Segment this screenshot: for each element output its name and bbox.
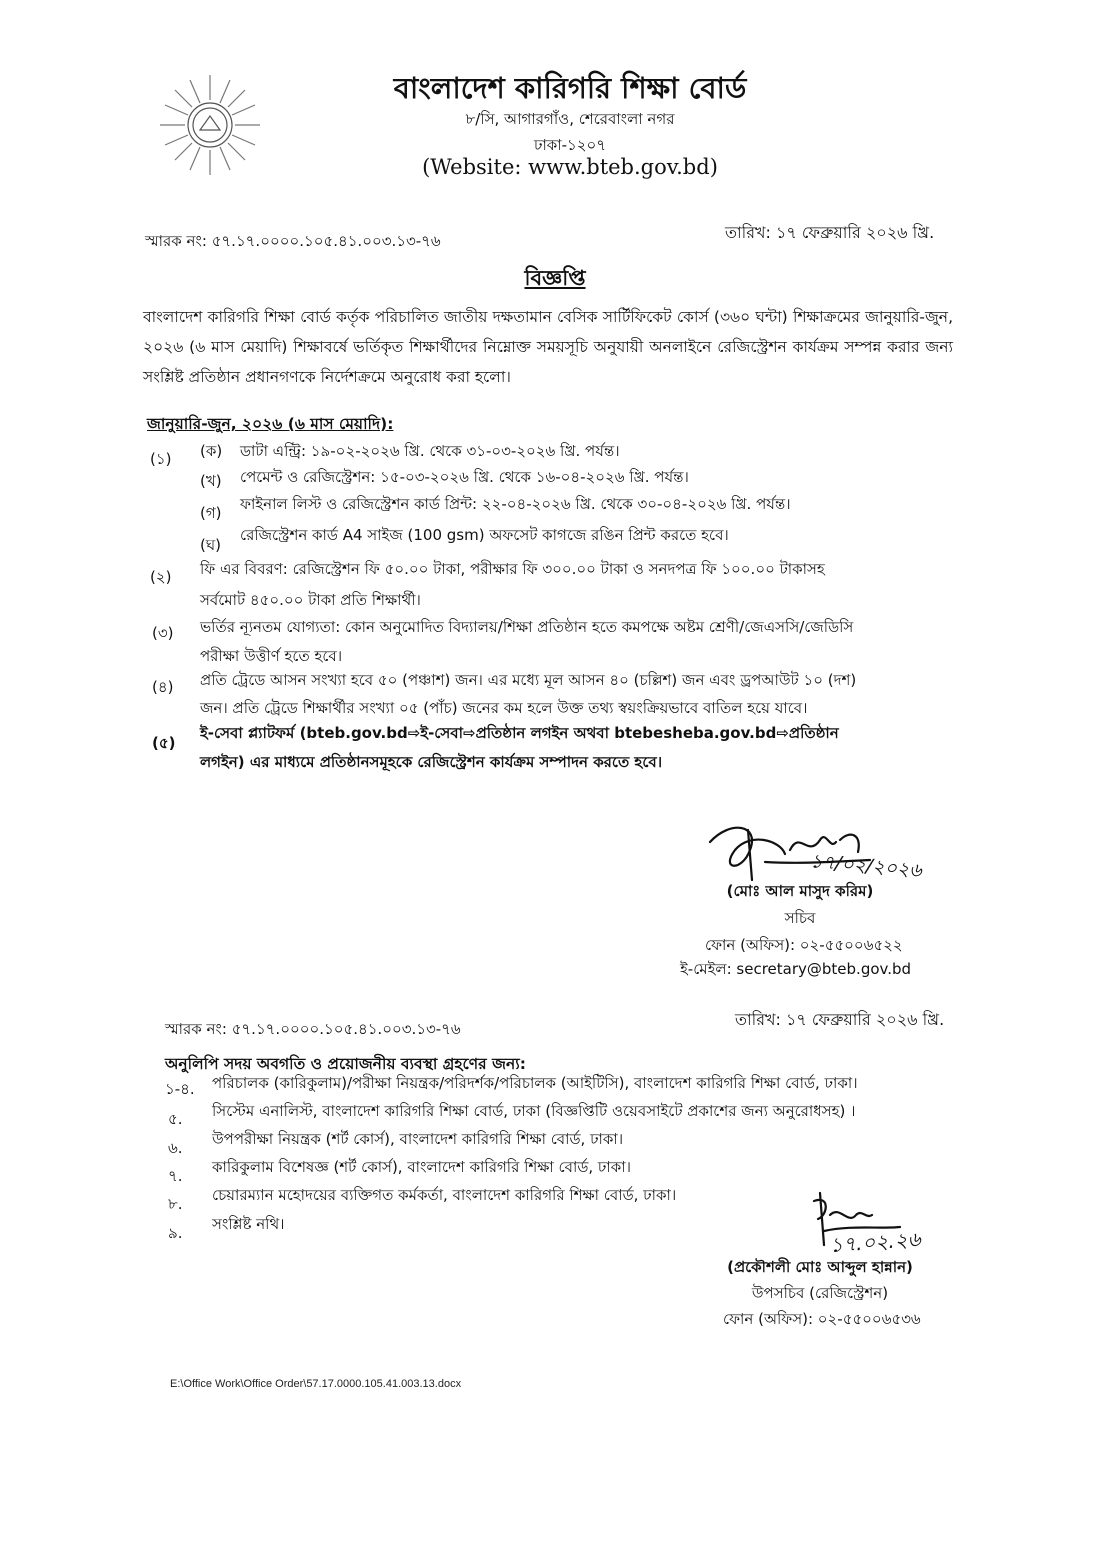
copy-heading: অনুলিপি সদয় অবগতি ও প্রয়োজনীয় ব্যবস্থা গ্রহণের জন্য: (165, 1055, 526, 1073)
signature-date-2: ১৭.০২.২৬ (829, 1226, 922, 1258)
item-number: (২) (150, 568, 172, 586)
memo-date-2: তারিখ: ১৭ ফেব্রুয়ারি ২০২৬ খ্রি. (735, 1010, 945, 1029)
item-payment-registration: পেমেন্ট ও রেজিস্ট্রেশন: ১৫-০৩-২০২৬ খ্রি. থেকে ১৬-০৪-২০২৬ খ্রি. পর্যন্ত। (240, 468, 689, 486)
notice-title: বিজ্ঞপ্তি (524, 266, 586, 290)
signatory2-phone: ফোন (অফিস): ০২-৫৫০০৬৫৩৬ (723, 1310, 921, 1328)
item-number: (৪) (152, 678, 174, 696)
memo-reference: স্মারক নং: ৫৭.১৭.০০০০.১০৫.৪১.০০৩.১৩-৭৬ (145, 232, 441, 250)
signatory-name: (মোঃ আল মাসুদ করিম) (726, 882, 874, 900)
address-line-1: ৮/সি, আগারগাঁও, শেরেবাংলা নগর (465, 110, 675, 128)
copy-item: কারিকুলাম বিশেষজ্ঞ (শর্ট কোর্স), বাংলাদেশ কারিগরি শিক্ষা বোর্ড, ঢাকা। (212, 1158, 631, 1176)
website-line: (Website: www.bteb.gov.bd) (422, 155, 718, 179)
file-path-footer: E:\Office Work\Office Order\57.17.0000.105.41.003.13.docx (170, 1378, 462, 1390)
signatory-email: ই-মেইল: secretary@bteb.gov.bd (680, 960, 912, 978)
copy-item: পরিচালক (কারিকুলাম)/পরীক্ষা নিয়ন্ত্রক/পরিদর্শক/পরিচালক (আইটিসি), বাংলাদেশ কারিগরি শিক্ষা বোর্ড, ঢাকা। (212, 1074, 858, 1092)
item-eligibility-line2: পরীক্ষা উত্তীর্ণ হতে হবে। (200, 647, 343, 665)
memo-date: তারিখ: ১৭ ফেব্রুয়ারি ২০২৬ খ্রি. (725, 223, 935, 242)
copy-item-number: ৬. (168, 1139, 183, 1157)
address-line-2: ঢাকা-১২০৭ (533, 136, 607, 154)
sub-item-number: (গ) (200, 504, 222, 522)
item-number: (১) (150, 450, 172, 468)
sub-item-number: (খ) (200, 472, 222, 490)
sub-item-number: (ঘ) (200, 536, 221, 554)
item-esheba-line1: ই-সেবা প্ল্যাটফর্ম (bteb.gov.bd⇨ই-সেবা⇨প্রতিষ্ঠান লগইন অথবা btebesheba.gov.bd⇨প্রতিষ্ঠান (200, 724, 839, 742)
copy-item-number: ৮. (168, 1195, 183, 1213)
copy-item: সংশ্লিষ্ট নথি। (212, 1215, 285, 1233)
item-seats-line2: জন। প্রতি ট্রেডে শিক্ষার্থীর সংখ্যা ০৫ (পাঁচ) জনের কম হলে উক্ত তথ্য স্বয়ংক্রিয়ভাবে বাতিল হয়ে যাবে। (200, 699, 808, 717)
memo-reference-2: স্মারক নং: ৫৭.১৭.০০০০.১০৫.৪১.০০৩.১৩-৭৬ (165, 1020, 461, 1038)
item-data-entry: ডাটা এন্ট্রি: ১৯-০২-২০২৬ খ্রি. থেকে ৩১-০৩-২০২৬ খ্রি. পর্যন্ত। (240, 442, 620, 460)
organization-name: বাংলাদেশ কারিগরি শিক্ষা বোর্ড (393, 71, 747, 105)
copy-item: সিস্টেম এনালিস্ট, বাংলাদেশ কারিগরি শিক্ষা বোর্ড, ঢাকা (বিজ্ঞপ্তিটি ওয়েবসাইটে প্রকাশের জন্য অনুরোধসহ) । (212, 1102, 856, 1120)
bteb-seal-logo (155, 70, 265, 180)
copy-item-number: ৫. (168, 1110, 183, 1128)
item-fee-line1: ফি এর বিবরণ: রেজিস্ট্রেশন ফি ৫০.০০ টাকা, পরীক্ষার ফি ৩০০.০০ টাকা ও সনদপত্র ফি ১০০.০০ টাকাসহ (200, 560, 825, 578)
item-seats-line1: প্রতি ট্রেডে আসন সংখ্যা হবে ৫০ (পঞ্চাশ) জন। এর মধ্যে মূল আসন ৪০ (চল্লিশ) জন এবং ড্রপআউট ১০ (দশ) (200, 671, 857, 689)
item-number: (৫) (152, 734, 176, 752)
item-card-print: রেজিস্ট্রেশন কার্ড A4 সাইজ (100 gsm) অফসেট কাগজে রঙিন প্রিন্ট করতে হবে। (240, 526, 729, 544)
item-final-list: ফাইনাল লিস্ট ও রেজিস্ট্রেশন কার্ড প্রিন্ট: ২২-০৪-২০২৬ খ্রি. থেকে ৩০-০৪-২০২৬ খ্রি. পর্যন্ত। (240, 495, 791, 513)
sub-item-number: (ক) (200, 442, 223, 460)
copy-item: উপপরীক্ষা নিয়ন্ত্রক (শর্ট কোর্স), বাংলাদেশ কারিগরি শিক্ষা বোর্ড, ঢাকা। (212, 1130, 624, 1148)
item-esheba-line2: লগইন) এর মাধ্যমে প্রতিষ্ঠানসমূহকে রেজিস্ট্রেশন কার্যক্রম সম্পাদন করতে হবে। (200, 753, 663, 771)
copy-item: চেয়ারম্যান মহোদয়ের ব্যক্তিগত কর্মকর্তা, বাংলাদেশ কারিগরি শিক্ষা বোর্ড, ঢাকা। (212, 1186, 677, 1204)
signatory2-designation: উপসচিব (রেজিস্ট্রেশন) (751, 1284, 889, 1302)
signatory-phone: ফোন (অফিস): ০২-৫৫০০৬৫২২ (705, 936, 903, 954)
item-fee-line2: সর্বমোট ৪৫০.০০ টাকা প্রতি শিক্ষার্থী। (200, 591, 421, 609)
signature-date: ১৭/০২/২০২৬ (809, 850, 923, 882)
signatory-designation: সচিব (784, 909, 816, 927)
copy-item-number: ৯. (168, 1224, 183, 1242)
copy-item-number: ১-৪. (165, 1080, 195, 1098)
copy-item-number: ৭. (168, 1167, 183, 1185)
item-eligibility-line1: ভর্তির ন্যূনতম যোগ্যতা: কোন অনুমোদিত বিদ্যালয়/শিক্ষা প্রতিষ্ঠান হতে কমপক্ষে অষ্টম শ্রেণী/জেএসসি/জেডিসি (200, 618, 854, 636)
item-number: (৩) (152, 624, 174, 642)
notice-body: বাংলাদেশ কারিগরি শিক্ষা বোর্ড কর্তৃক পরিচালিত জাতীয় দক্ষতামান বেসিক সার্টিফিকেট কোর্স (৩৬০ ঘন্টা) শিক্ষাক্রমের জানুয়ারি-জুন, ২০২৬ (৬ মাস মেয়াদি) শিক্ষাবর্ষে ভর্তিকৃত শিক্ষার্থীদের নিম্নোক্ত সময়সূচি অনুযায়ী অনলাইনে রেজিস্ট্রেশন কার্যক্রম সম্পন্ন করার জন্য সংশ্লিষ্ট প্রতিষ্ঠান প্রধানগণকে নির্দেশক্রমে অনুরোধ করা হলো। (143, 308, 953, 386)
session-heading: জানুয়ারি-জুন, ২০২৬ (৬ মাস মেয়াদি): (147, 415, 394, 433)
signatory2-name: (প্রকৌশলী মোঃ আব্দুল হান্নান) (727, 1258, 913, 1276)
